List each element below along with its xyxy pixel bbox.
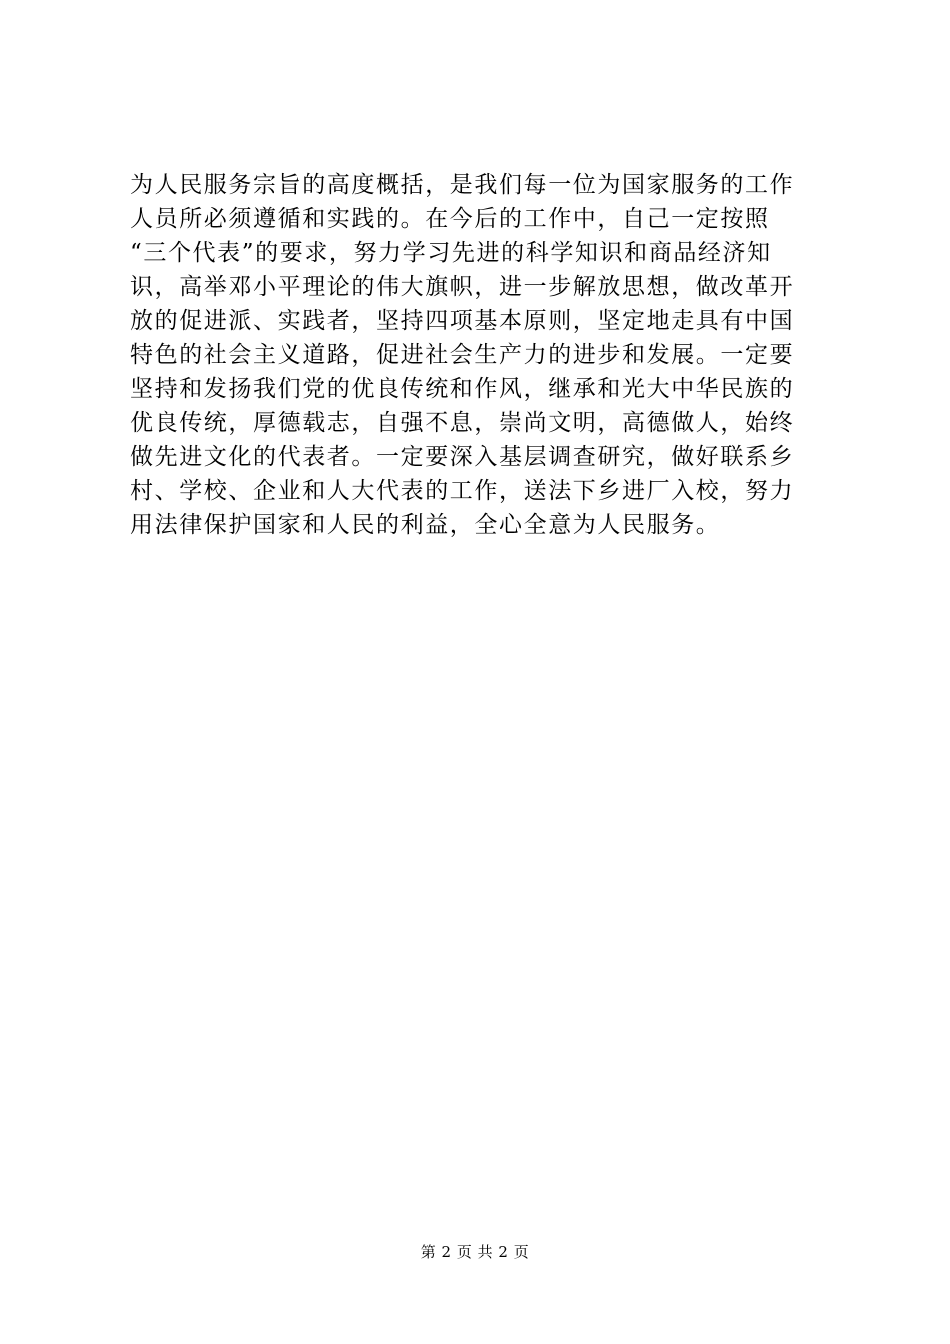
text-line: 为人民服务宗旨的高度概括，是我们每一位为国家服务的工作 [130, 172, 795, 198]
body-paragraph [130, 168, 830, 542]
text-line: 识，高举邓小平理论的伟大旗帜，进一步解放思想，做改革开 [130, 274, 795, 300]
text-line: 坚持和发扬我们党的优良传统和作风，继承和光大中华民族的 [130, 376, 795, 402]
text-line: 村、学校、企业和人大代表的工作，送法下乡进厂入校，努力 [130, 478, 795, 504]
text-line: 特色的社会主义道路，促进社会生产力的进步和发展。一定要 [130, 342, 795, 368]
page-number-indicator: 第 2 页 共 2 页 [420, 1243, 530, 1261]
text-line: 优良传统，厚德载志，自强不息，崇尚文明，高德做人，始终 [130, 410, 795, 436]
page-footer [0, 1241, 950, 1263]
text-line: 放的促进派、实践者，坚持四项基本原则，坚定地走具有中国 [130, 308, 795, 334]
text-line: 做先进文化的代表者。一定要深入基层调查研究，做好联系乡 [130, 444, 795, 470]
text-line: 人员所必须遵循和实践的。在今后的工作中，自己一定按照 [130, 206, 770, 232]
text-line: 用法律保护国家和人民的利益，全心全意为人民服务。 [130, 512, 721, 538]
text-line: “三个代表”的要求，努力学习先进的科学知识和商品经济知 [130, 240, 772, 266]
